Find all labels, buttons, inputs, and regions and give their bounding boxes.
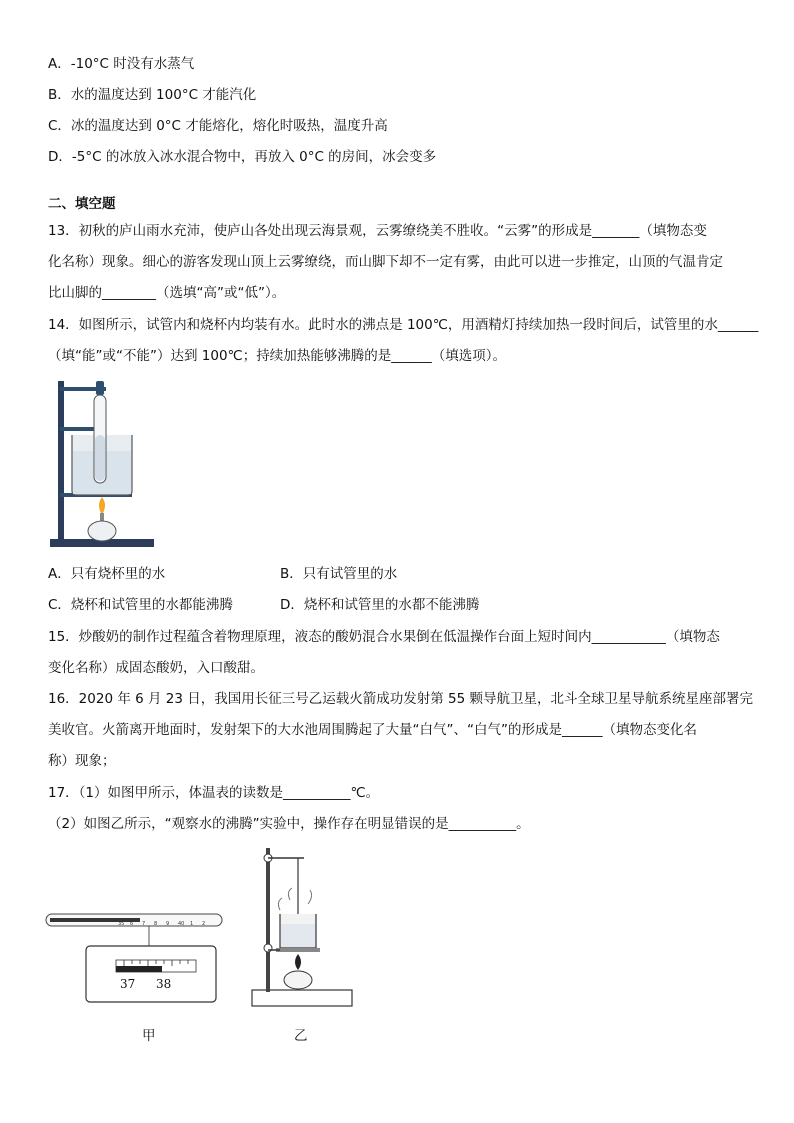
option-c-text: C．冰的温度达到 0°C 才能熔化，熔化时吸热，温度升高 xyxy=(48,118,388,134)
q14-option-a: A．只有烧杯里的水 xyxy=(48,566,166,582)
boiling-apparatus-figure xyxy=(246,844,358,1012)
flame xyxy=(99,497,105,515)
stand-rod xyxy=(58,381,64,541)
q16-line-1: 16．2020 年 6 月 23 日，我国用长征三号乙运载火箭成功发射第 55 颗导航卫星，北斗全球卫星导航系统星座部署完 xyxy=(48,691,754,707)
mercury-column xyxy=(50,918,140,922)
q14-option-c: C．烧杯和试管里的水都能沸腾 xyxy=(48,597,233,613)
test-tube-water xyxy=(95,435,105,481)
alcohol-lamp xyxy=(88,521,116,541)
thermometer-figure xyxy=(44,910,226,1014)
q14-option-d: D．烧杯和试管里的水都不能沸腾 xyxy=(280,597,480,613)
q13-line-1: 13．初秋的庐山雨水充沛，使庐山各处出现云海景观，云雾缭绕美不胜收。“云雾”的形成是_______（填物态变 xyxy=(48,223,707,239)
option-d-text: D．-5°C 的冰放入冰水混合物中，再放入 0°C 的房间，冰会变多 xyxy=(48,149,437,165)
zoom-label-38: 38 xyxy=(156,977,172,991)
scale-label: 8 xyxy=(154,921,158,927)
q17-line-2: （2）如图乙所示，“观察水的沸腾”实验中，操作存在明显错误的是__________。 xyxy=(48,816,530,832)
lower-clamp-knob xyxy=(264,944,272,952)
option-b-text: B．水的温度达到 100°C 才能汽化 xyxy=(48,87,257,103)
lamp-wick xyxy=(100,513,104,521)
zoom-mercury xyxy=(116,966,162,972)
scale-label: 7 xyxy=(142,921,146,927)
scale-label: 40 xyxy=(178,921,185,927)
alcohol-lamp xyxy=(284,971,312,989)
q13-line-3: 比山脚的________（选填“高”或“低”）。 xyxy=(48,285,286,301)
apparatus-base xyxy=(252,990,352,1006)
wire-gauze xyxy=(276,948,320,952)
beaker-testtube-apparatus-figure xyxy=(46,375,158,551)
q15-line-2: 变化名称）成固态酸奶，入口酸甜。 xyxy=(48,660,264,676)
zoom-box xyxy=(86,946,216,1002)
beaker-water xyxy=(281,924,315,947)
q16-line-2: 美收官。火箭离开地面时，发射架下的大水池周围腾起了大量“白气”、“白气”的形成是______（填物态变化名 xyxy=(48,722,697,738)
scale-label: 2 xyxy=(202,921,206,927)
q17-line-1: 17．（1）如图甲所示，体温表的读数是__________℃。 xyxy=(48,785,380,801)
scale-label: 1 xyxy=(190,921,194,927)
scale-label: 9 xyxy=(166,921,170,927)
q15-line-1: 15．炒酸奶的制作过程蕴含着物理原理，液态的酸奶混合水果倒在低温操作台面上短时间内___________（填物态 xyxy=(48,629,720,645)
q16-line-3: 称）现象； xyxy=(48,753,116,769)
steam-lines xyxy=(278,888,311,910)
scale-label: 35 xyxy=(118,921,125,927)
q14-line-2: （填“能”或“不能”）达到 100℃；持续加热能够沸腾的是______（填选项）。 xyxy=(48,348,506,364)
figure-caption-yi: 乙 xyxy=(294,1028,308,1044)
scale-label: 6 xyxy=(130,921,134,927)
q14-line-1: 14．如图所示，试管内和烧杯内均装有水。此时水的沸点是 100℃，用酒精灯持续加热一段时间后，试管里的水______ xyxy=(48,317,759,333)
zoom-label-37: 37 xyxy=(120,977,136,991)
flame xyxy=(295,954,301,970)
option-a-text: A．-10°C 时没有水蒸气 xyxy=(48,56,195,72)
q13-line-2: 化名称）现象。细心的游客发现山顶上云雾缭绕，而山脚下却不一定有雾，由此可以进一步推定，山顶的气温肯定 xyxy=(48,254,723,270)
figure-caption-jia: 甲 xyxy=(142,1028,156,1044)
q14-option-b: B．只有试管里的水 xyxy=(280,566,398,582)
section-title: 二、填空题 xyxy=(48,196,116,212)
upper-clamp xyxy=(96,381,104,395)
apparatus-rod xyxy=(266,848,270,992)
